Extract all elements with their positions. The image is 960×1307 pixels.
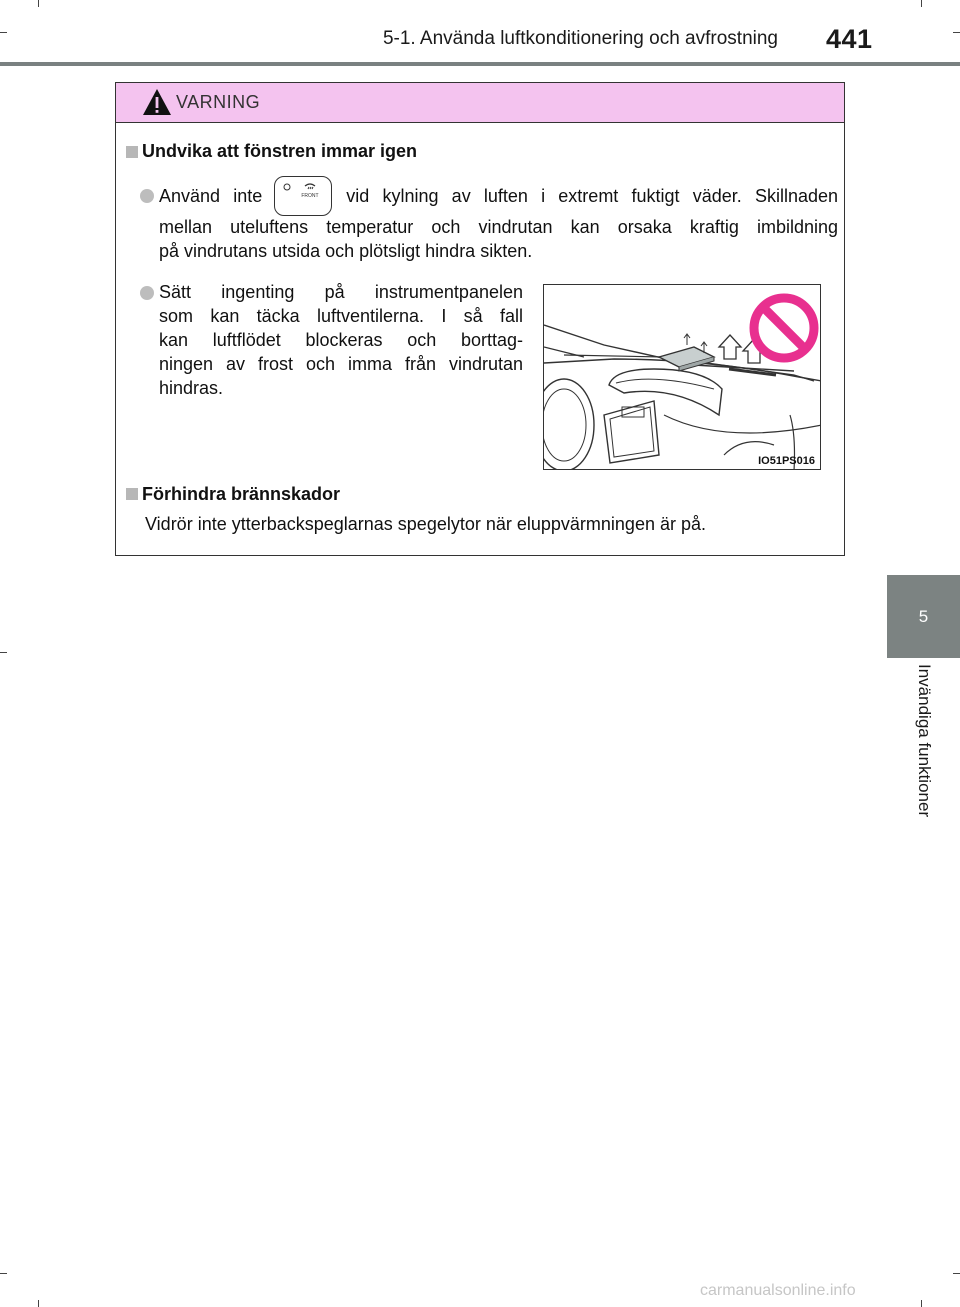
footer-watermark: carmanualsonline.info: [700, 1282, 856, 1299]
bullet-line: Sätt ingenting på instrumentpanelen: [159, 282, 523, 302]
crop-mark: [953, 32, 960, 33]
section-text: Vidrör inte ytterbackspeglarnas spegelytor när eluppvärmningen är på.: [145, 514, 706, 534]
bullet-line: ningen av frost och imma från vindrutan: [159, 354, 523, 374]
section-marker: [126, 146, 138, 158]
bullet-dot: [140, 286, 154, 300]
warning-title: VARNING: [176, 92, 261, 112]
header-rule: [0, 62, 960, 66]
section-marker: [126, 488, 138, 500]
crop-mark: [953, 1273, 960, 1274]
section-title: 5-1. Använda luftkonditionering och avfrostning: [382, 28, 778, 49]
front-defroster-button-icon: [274, 176, 332, 216]
bullet-line-3: på vindrutans utsida och plötsligt hindra sikten.: [159, 241, 533, 262]
bullet-line-1: Använd inte FRONT vid kylning av luften i extremt fuktigt väder. Skillnaden: [159, 184, 838, 208]
bullet-line: som kan täcka luftventilerna. I så fall: [159, 306, 523, 326]
chapter-title: Invändiga funktioner: [915, 664, 934, 818]
dashboard-drawing: [544, 285, 821, 470]
bullet-line: kan luftflödet blockeras och borttag-: [159, 330, 523, 350]
crop-mark: [921, 0, 922, 7]
crop-mark: [0, 1273, 7, 1274]
bullet-text: [159, 280, 523, 400]
section-heading: Undvika att fönstren immar igen: [142, 141, 418, 161]
section-heading: Förhindra brännskador: [142, 484, 341, 504]
figure-code: IO51PS016: [758, 455, 815, 467]
chapter-tab: [887, 575, 960, 658]
bullet-text: [159, 184, 838, 263]
chapter-number: 5: [918, 606, 929, 626]
dashboard-illustration: [543, 284, 821, 470]
warning-triangle-icon: [142, 88, 172, 116]
defroster-glyph: [275, 177, 330, 214]
crop-mark: [0, 652, 7, 653]
svg-text:FRONT: FRONT: [301, 193, 319, 200]
crop-mark: [38, 1300, 39, 1307]
bullet-line: hindras.: [159, 378, 224, 398]
page-number: 441: [826, 24, 873, 54]
crop-mark: [921, 1300, 922, 1307]
bullet-dot: [140, 189, 154, 203]
bullet-line-2: mellan uteluftens temperatur och vindrutan kan orsaka kraftig imbildning: [159, 217, 838, 238]
crop-mark: [38, 0, 39, 7]
warning-header: [116, 83, 844, 123]
